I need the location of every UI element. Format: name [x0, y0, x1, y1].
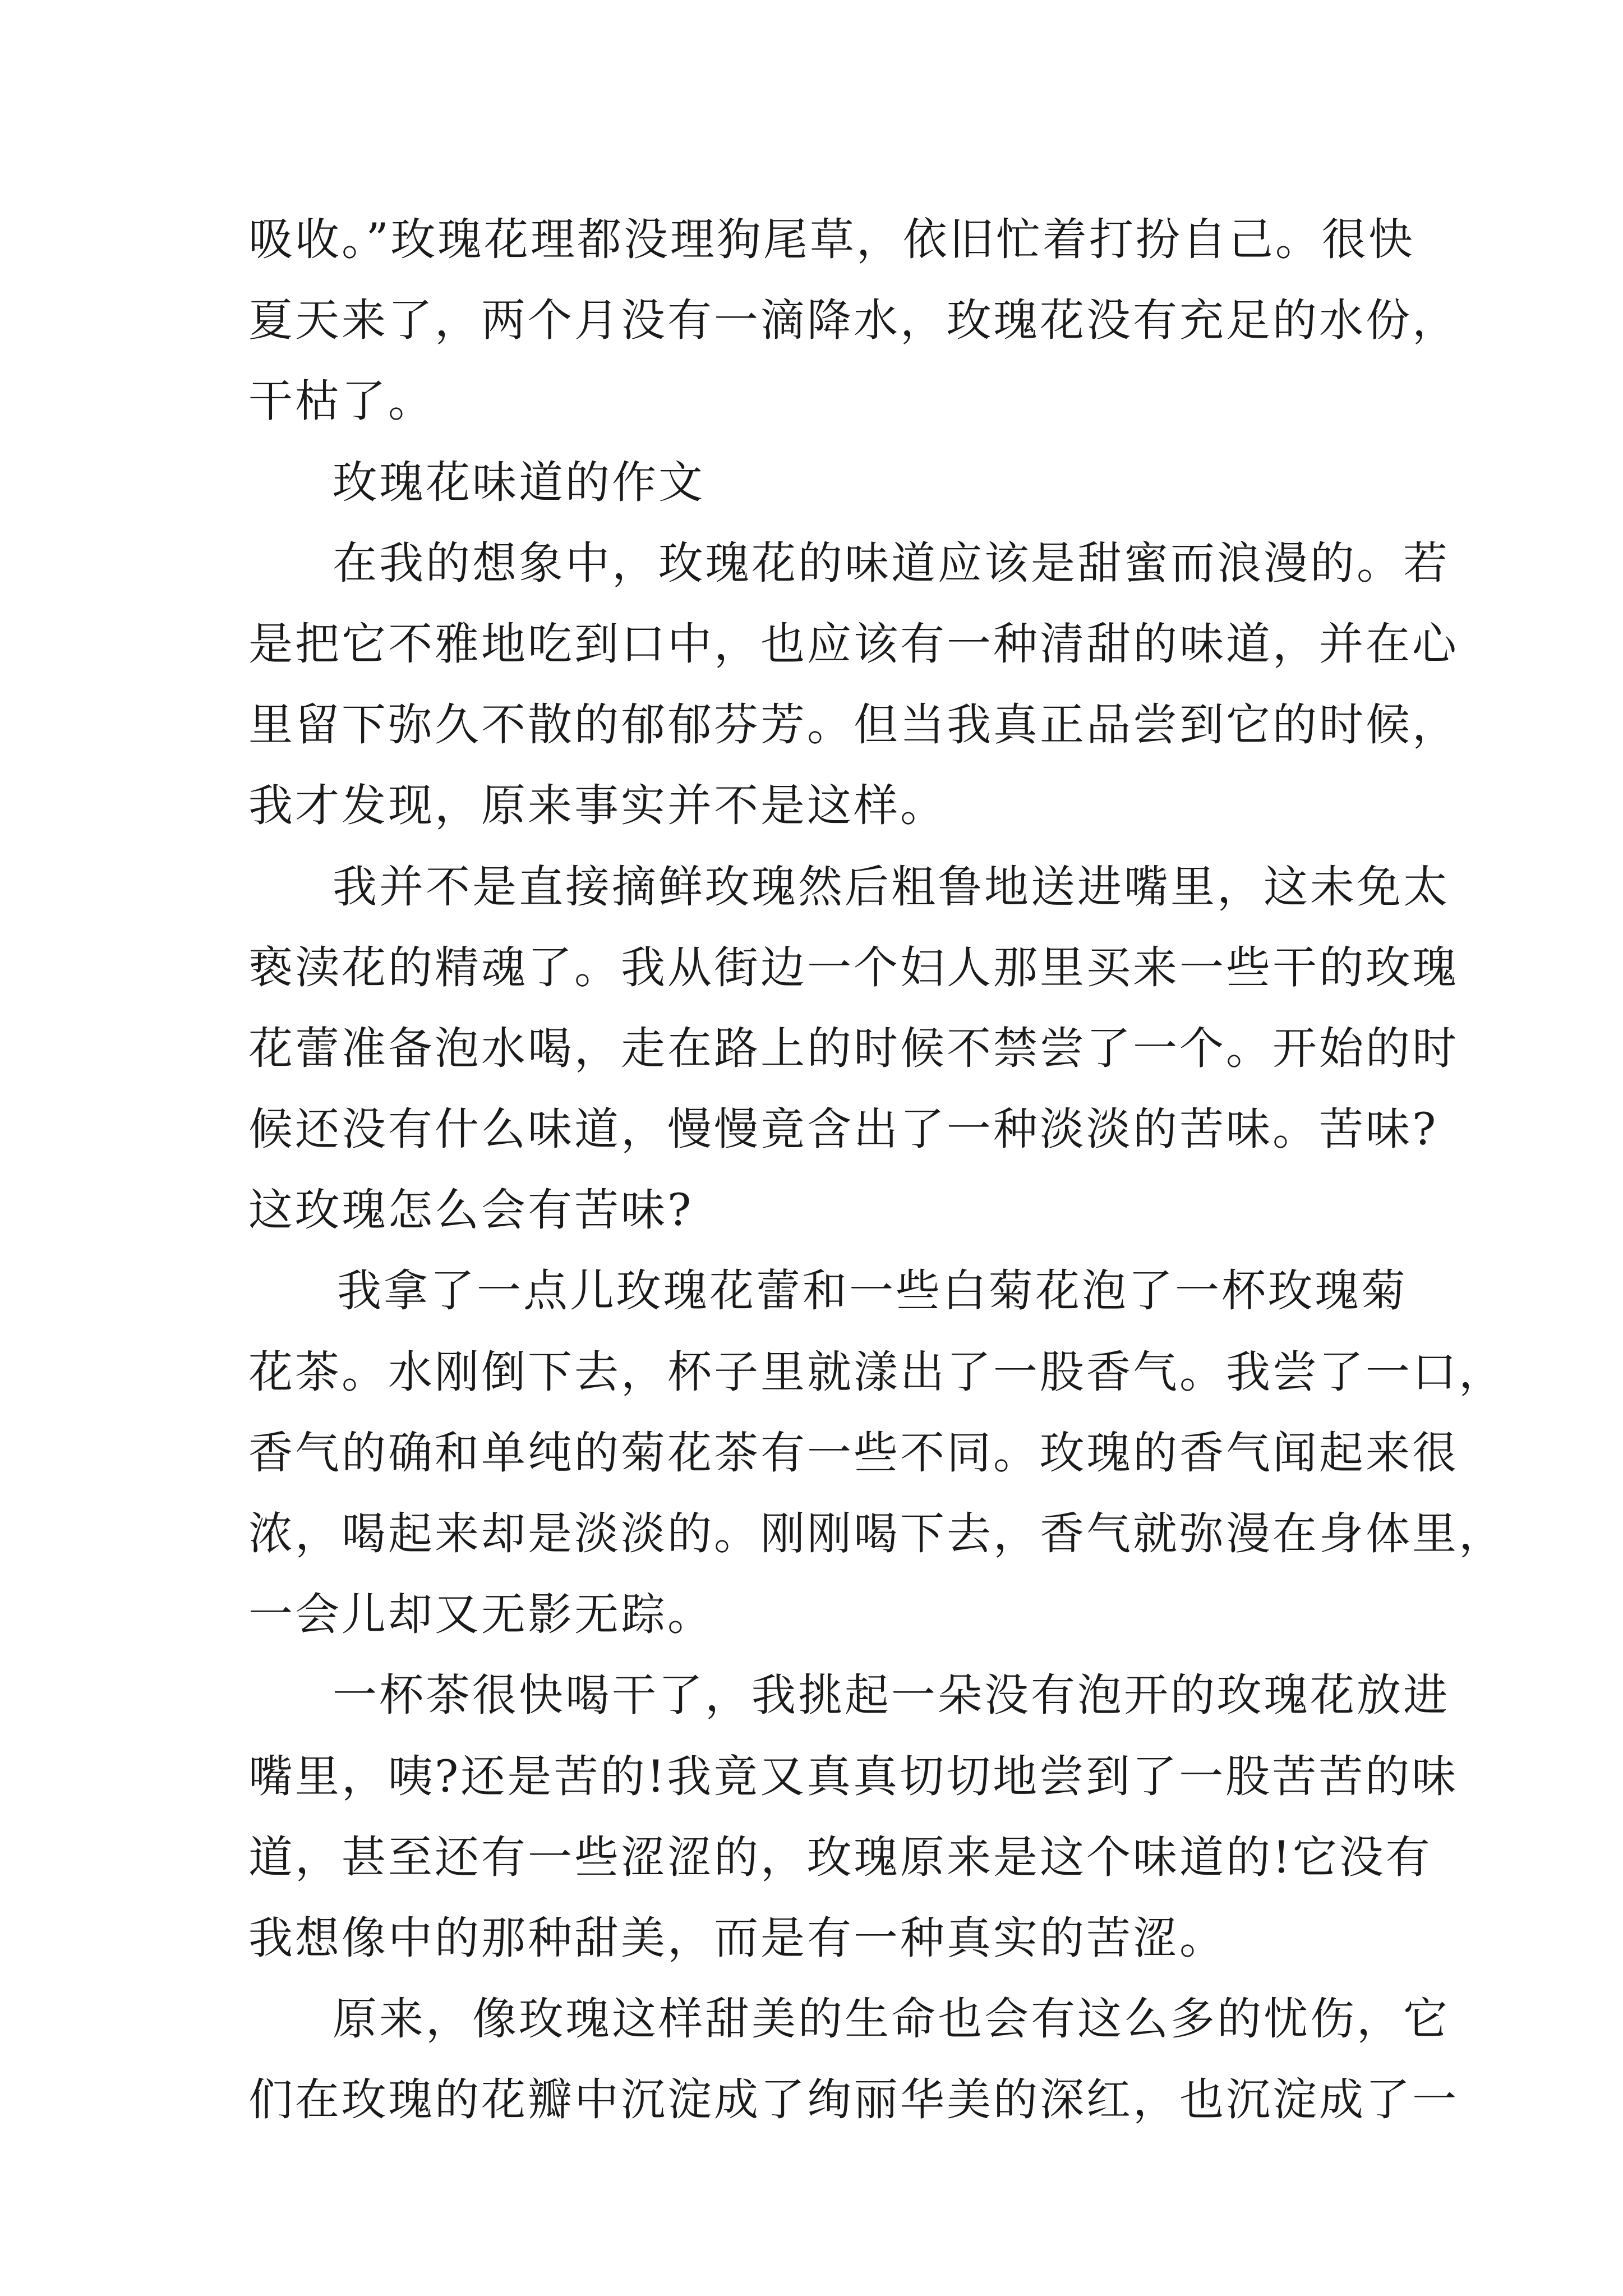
text-line: 浓，喝起来却是淡淡的。刚刚喝下去，香气就弥漫在身体里， [248, 1508, 1505, 1559]
text-line: 夏天来了，两个月没有一滴降水，玫瑰花没有充足的水份， [248, 295, 1459, 347]
text-line: 原来，像玫瑰这样甜美的生命也会有这么多的忧伤，它 [333, 1993, 1450, 2045]
text-line: 一杯茶很快喝干了，我挑起一朵没有泡开的玫瑰花放进 [333, 1669, 1450, 1722]
text-line: 道，甚至还有一些涩涩的，玫瑰原来是这个味道的!它没有 [248, 1831, 1432, 1883]
text-line: 这玫瑰怎么会有苦味? [248, 1184, 694, 1236]
text-line: 们在玫瑰的花瓣中沉淀成了绚丽华美的深红，也沉淀成了一 [248, 2074, 1459, 2126]
text-line: 吸收。”玫瑰花理都没理狗尾草，依旧忙着打扮自己。很快 [248, 214, 1415, 265]
text-line: 嘴里，咦?还是苦的!我竟又真真切切地尝到了一股苦苦的味 [248, 1750, 1459, 1802]
text-line: 候还没有什么味道，慢慢竟含出了一种淡淡的苦味。苦味? [248, 1103, 1438, 1156]
text-line: 是把它不雅地吃到口中，也应该有一种清甜的味道，并在心 [248, 618, 1459, 670]
text-line: 在我的想象中，玫瑰花的味道应该是甜蜜而浪漫的。若 [333, 537, 1450, 589]
text-line: 我才发现，原来事实并不是这样。 [248, 780, 947, 832]
text-line: 我并不是直接摘鲜玫瑰然后粗鲁地送进嘴里，这未免太 [333, 861, 1450, 913]
text-line: 香气的确和单纯的菊花茶有一些不同。玫瑰的香气闻起来很 [248, 1427, 1459, 1479]
essay-body [248, 199, 1505, 2141]
text-line: 花蕾准备泡水喝，走在路上的时候不禁尝了一个。开始的时 [248, 1022, 1459, 1074]
text-line: 里留下弥久不散的郁郁芬芳。但当我真正品尝到它的时候， [248, 699, 1459, 751]
text-line: 花茶。水刚倒下去，杯子里就漾出了一股香气。我尝了一口， [248, 1346, 1505, 1398]
text-line: 亵渎花的精魂了。我从街边一个妇人那里买来一些干的玫瑰 [248, 941, 1459, 993]
text-line: 我拿了一点儿玫瑰花蕾和一些白菊花泡了一杯玫瑰菊 [337, 1265, 1408, 1317]
text-line: 我想像中的那种甜美，而是有一种真实的苦涩。 [248, 1912, 1226, 1964]
text-line: 一会儿却又无影无踪。 [248, 1589, 714, 1641]
essay-title: 玫瑰花味道的作文 [333, 456, 705, 508]
text-line: 干枯了。 [248, 375, 435, 427]
